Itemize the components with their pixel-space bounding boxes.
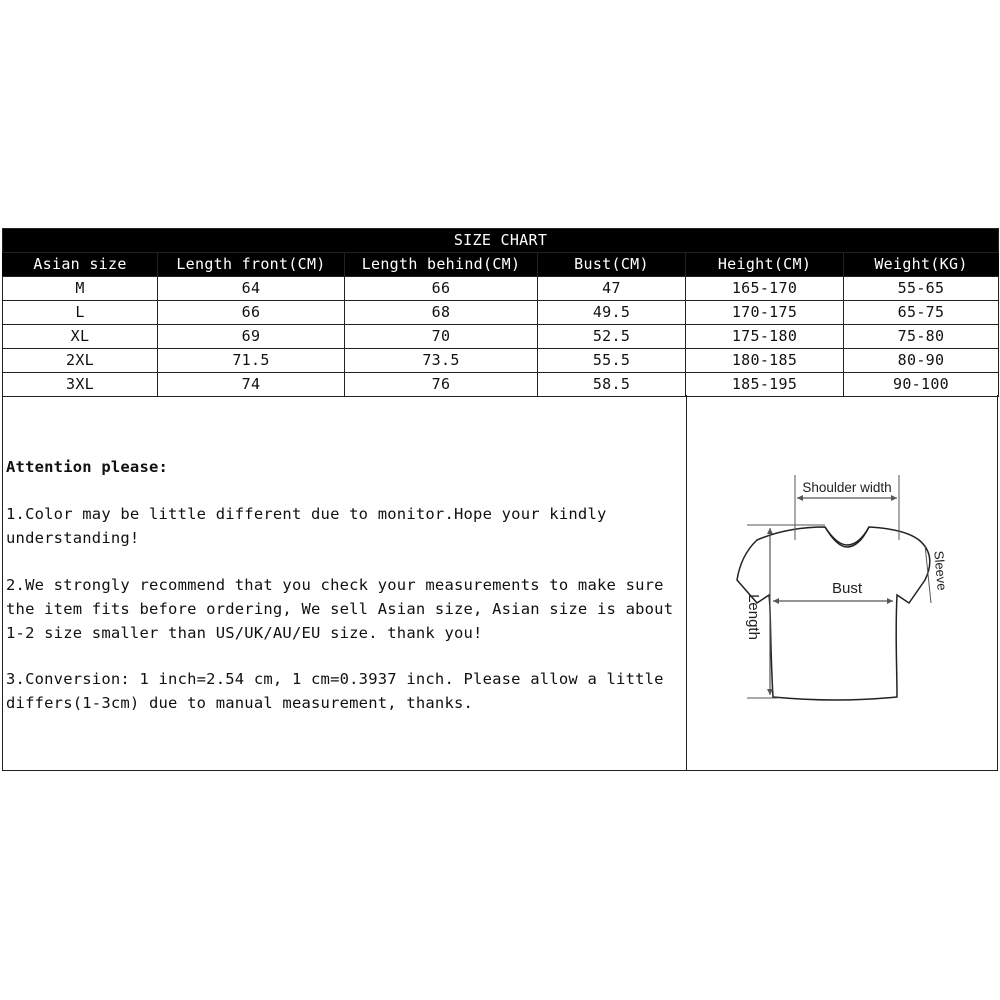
table-cell: 68 [345, 301, 538, 325]
table-row [3, 301, 999, 325]
table-cell: M [3, 277, 158, 301]
table-cell: 55.5 [538, 349, 686, 373]
table-cell: 3XL [3, 373, 158, 397]
table-cell: 80-90 [844, 349, 999, 373]
column-header: Bust(CM) [538, 253, 686, 277]
notes-panel [3, 395, 687, 770]
table-cell: 165-170 [686, 277, 844, 301]
tshirt-outline [737, 527, 930, 700]
table-cell: 58.5 [538, 373, 686, 397]
column-header: Asian size [3, 253, 158, 277]
table-cell: 74 [158, 373, 345, 397]
table-cell: 55-65 [844, 277, 999, 301]
table-cell: 71.5 [158, 349, 345, 373]
table-cell: 66 [345, 277, 538, 301]
shoulder-width-label: Shoulder width [802, 480, 892, 495]
table-row [3, 325, 999, 349]
length-label: Length [745, 594, 762, 640]
table-cell: 64 [158, 277, 345, 301]
table-cell: 52.5 [538, 325, 686, 349]
table-cell: 180-185 [686, 349, 844, 373]
size-chart [2, 228, 998, 772]
header-row [3, 253, 999, 277]
bust-label: Bust [831, 580, 863, 597]
table-cell: 69 [158, 325, 345, 349]
note-measurements: 2.We strongly recommend that you check your measurements to make sure the item fits before ordering, We sell Asian size, Asian size is about 1-2 size smaller than US/UK/AU/EU size. thank you! [6, 576, 674, 642]
table-cell: 76 [345, 373, 538, 397]
table-cell: 175-180 [686, 325, 844, 349]
table-cell: 70 [345, 325, 538, 349]
table-cell: 185-195 [686, 373, 844, 397]
table-cell: 2XL [3, 349, 158, 373]
table-cell: 65-75 [844, 301, 999, 325]
table-cell: 75-80 [844, 325, 999, 349]
note-color: 1.Color may be little different due to monitor.Hope your kindly understanding! [6, 505, 607, 547]
table-row [3, 349, 999, 373]
table-cell: 47 [538, 277, 686, 301]
table-body [3, 277, 999, 397]
table-row [3, 277, 999, 301]
chart-title: SIZE CHART [3, 229, 999, 253]
table-cell: 49.5 [538, 301, 686, 325]
collar [825, 527, 869, 547]
table-cell: XL [3, 325, 158, 349]
column-header: Weight(KG) [844, 253, 999, 277]
table-cell: L [3, 301, 158, 325]
attention-heading: Attention please: [6, 458, 169, 476]
tshirt-diagram [687, 395, 997, 770]
tshirt-measure-icon [687, 395, 997, 770]
column-header: Length front(CM) [158, 253, 345, 277]
sleeve-label: Sleeve [931, 550, 950, 592]
table-cell: 170-175 [686, 301, 844, 325]
column-header: Length behind(CM) [345, 253, 538, 277]
note-conversion: 3.Conversion: 1 inch=2.54 cm, 1 cm=0.3937 inch. Please allow a little differs(1-3cm) due to manual measurement, thanks. [6, 670, 664, 712]
table-row [3, 373, 999, 397]
table-cell: 73.5 [345, 349, 538, 373]
info-section [2, 395, 998, 771]
table-cell: 66 [158, 301, 345, 325]
table-cell: 90-100 [844, 373, 999, 397]
size-table [2, 228, 999, 397]
column-header: Height(CM) [686, 253, 844, 277]
